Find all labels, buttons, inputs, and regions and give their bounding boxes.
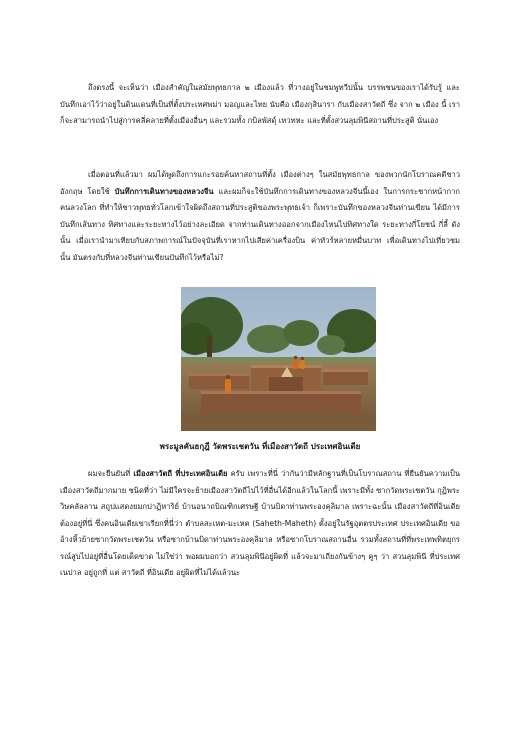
paragraph3-text-end: ครับ เพราะที่นี่ ว่ากันว่ามีหลักฐานที่เป็นโบราณสถาน ที่ยืนยันความเป็นเมืองสาวัตถีมากมาย ชนิดที่ว่า ไม่มีใครจะย้ายเมืองสาวัตถีไปไว้ที่อื่นได้อีกแล้วในโลกนี้ เพราะมีทั้ง ซากวัดพระเชตวัน กุฏิพระวิษคลัลลาน สถูปแสดงยมกปาฏิหาริย์ บ้านอนาถบิณฑิกเศรษฐี บ้านบิดาท่านพระองคุลิมาล เพราะฉะนั้น เมืองสาวัตถีที่อินเดีย ต้องอยู่ที่นี่ ซึ่งคนอินเดียเขาเรียกที่นี่ว่า ตำบลสะเหต-มะเหต (Saheth-Maheth) ตั้งอยู่ในรัฐอุตตรประเทศ ประเทศอินเดีย ขออ้างหิ้วย้ายซากวัดพระเชตวัน หรือซากบ้านบิดาท่านพระองคุลิมาล หรือซากโบราณสถานอื่น รวมทั้งสถานที่ที่พระเทพทิตยุกรรณ์สูบไปอยู่ที่อื่นโดยเด็ดขาด ไม่ใช่ว่า พอผมบอกว่า สวนลุมพินีอยู่ผิดที่ แล้วจะมาเถียงกันข้างๆ คูๆ ว่า สวนลุมพินี ที่ประเทศเนปาล อยู่ถูกที่ แต่ สาวัตถี ที่อินเดีย อยู่ผิดที่ไม่ได้แล้วนะ	[60, 469, 461, 577]
photo-caption: พระมูลคันธกุฎี วัดพระเชตวัน ที่เมืองสาวัตถี ประเทศอินเดีย	[159, 442, 361, 451]
paragraph2-bold-phrase: บันทึกการเดินทางของหลวงจีน	[114, 186, 214, 196]
paragraph2-text-end: และผมก็จะใช้บันทึกการเดินทางของหลวงจีนนี้เอง ในการกระชากหน้ากากคนลวงโลก ที่ทำให้ชาวพุทธทั่วโลกเข้าใจผิดถึงสถานที่ประสูติของพระพุทธเจ้า ก็เพราะบันทึกของหลวงจีนท่านเขียน ได้มีการบันทึกเส้นทาง ทิศทางและระยะทางไว้อย่างละเอียด จากท่านเดินทางออกจากเมืองไหนไปทิศทางใด ระยะทางกี่โยชน์ กี่ลี้ ดังนั้น เมื่อเรานำมาเทียบกับสภาพการณ์ในปัจจุบันที่เราหากไปเสียค่าเครื่องบิน ค่าทัวร์หลายหมื่นบาท เพื่อเดินทางไปเที่ยวชมนั้น มันตรงกับที่หลวงจีนท่านเขียนบันทึกไว้หรือไม่?	[60, 186, 461, 262]
paragraph-savatthi-india	[60, 466, 460, 582]
paragraph-intro: ถึงตรงนี้ จะเห็นว่า เมืองสำคัญในสมัยพุทธกาล ๒ เมืองแล้ว ที่วางอยู่ในชมพูทวีปนั้น บรรพชนของเราได้รับรู้ และบันทึกเอาไว้ว่าอยู่ในดินแดนที่เป็นที่ตั้งประเทศพม่า มอญและไทย นับคือ เมืองกุสินารา กับเมืองสาวัตถี ซึ่ง จาก ๒ เมือง นี้ เราก็จะสามารถนำไปสู่การคลี่คลายที่ตั้งเมืองอื่นๆ และรวมทั้ง กบิลพัสดุ์ เทวทหะ และที่ตั้งสวนลุมพินีสถานที่ประสูติ นั่นเอง	[60, 83, 460, 125]
jetavana-ruins-photo	[181, 287, 376, 431]
paragraph2-text-start: เมื่อตอนที่แล้วมา ผมได้พูดถึงการแกะรอยค้นหาสถานที่ตั้ง เมืองต่างๆ ในสมัยพุทธกาล ของพวกนักโบราณคดีชาวอังกฤษ โดยใช้	[60, 170, 460, 196]
paragraph3-text-start: ผมจะยืนยันที่	[88, 469, 134, 478]
paragraph3-bold-phrase: เมืองสาวัตถี ที่ประเทศอินเดีย	[133, 469, 228, 478]
paragraph-chinese-monk-records	[60, 167, 460, 266]
